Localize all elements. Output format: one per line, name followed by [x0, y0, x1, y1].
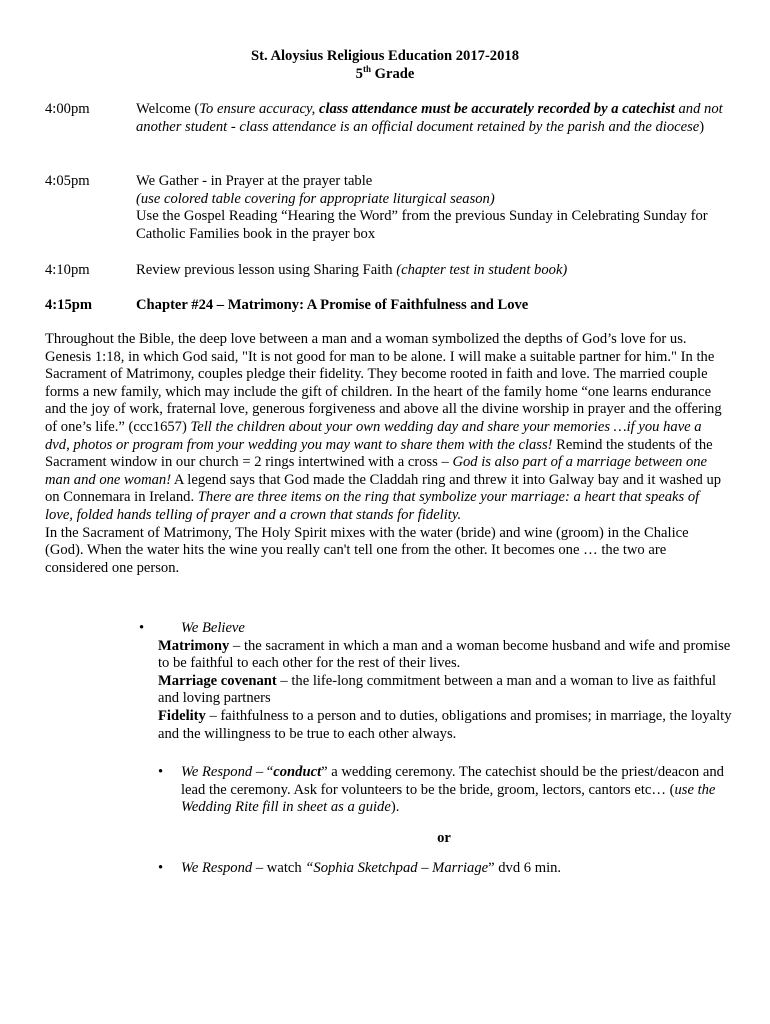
schedule-time: 4:10pm [45, 262, 90, 278]
grade-line [0, 65, 770, 83]
schedule-time: 4:15pm [45, 297, 93, 313]
bullet: • [139, 620, 145, 636]
respond-text: ” a wedding ceremony. The catechist should be the priest/deacon and lead the ceremony. Ask for volunteers to be the bride, groom, lectors, cantors etc… ( [181, 764, 724, 798]
grade-suffix: th [362, 64, 371, 75]
paragraph-italic-note: God is also part of a marriage between one man and one woman! [45, 454, 708, 488]
respond-text: – watch [252, 860, 306, 876]
schedule-time: 4:00pm [45, 101, 90, 117]
term: Fidelity [158, 707, 206, 724]
document-header [0, 47, 770, 83]
respond-text: – “ [252, 764, 274, 780]
term: Matrimony [158, 637, 230, 654]
we-believe-list-item [139, 620, 738, 743]
we-respond-watch-item [158, 860, 741, 878]
or-separator: or [437, 830, 451, 846]
term: Marriage covenant [158, 672, 277, 689]
definition: – the sacrament in which a man and a woman become husband and wife and promise to be faithful to each other for the rest of their lives. [158, 637, 731, 672]
definition: – faithfulness to a person and to duties, obligations and promises; in marriage, the loyalty and the willingness to be true to each other always. [158, 707, 732, 742]
schedule-text [136, 173, 736, 243]
conduct-emphasis: conduct [273, 764, 322, 780]
welcome-close-paren: ) [699, 118, 705, 135]
paragraph-text: In the Sacrament of Matrimony, The Holy Spirit mixes with the water (bride) and wine (groom) in the Chalice (God). When the water hits the wine you really can't tell one from the other. It becomes one … the two are considered one person. [45, 524, 689, 576]
chapter-title: Chapter #24 – Matrimony: A Promise of Faithfulness and Love [136, 297, 529, 313]
we-respond-conduct-item [158, 764, 741, 817]
review-note: (chapter test in student book) [396, 262, 568, 278]
gather-line: We Gather - in Prayer at the prayer table [136, 173, 373, 189]
definition-marriage-covenant [158, 673, 738, 708]
paragraph-text: Throughout the Bible, the deep love between a man and a woman symbolized the depths of God’s love for us. Genesis 1:18, in which God said, "It is not good for man to be alone. I will make a suitable partner for him." In the Sacrament of Matrimony, couples pledge their fidelity. They become rooted in faith and love. The married couple forms a new family, which may include the gift of children. In the heart of the family home “one learns endurance and the joy of work, fraternal love, generous forgiveness and above all the divine worship in prayer and the offering of one’s life.” (ccc1657) [45, 331, 722, 435]
gospel-reading-text: Use the Gospel Reading “Hearing the Word” from the previous Sunday in Celebrating Sunday for Catholic Families book in the prayer box [136, 208, 708, 242]
welcome-italic-note: and not another student - class attendance is an official document retained by the parish and the diocese [136, 101, 723, 135]
grade-word: Grade [370, 66, 415, 82]
paragraph-text: Remind the students of the Sacrament window in our church = 2 rings intertwined with a cross – [45, 436, 713, 471]
definition-matrimony [158, 638, 738, 673]
paragraph-italic-note: Tell the children about your own wedding day and share your memories …if you have a dvd, photos or program from your wedding you may want to share them with the class! [45, 418, 702, 453]
welcome-italic: To ensure accuracy, [199, 101, 319, 117]
paragraph-italic-note: There are three items on the ring that symbolize your marriage: a heart that speaks of love, folded hands telling of prayer and a crown that stands for fidelity. [45, 489, 700, 523]
bullet: • [158, 764, 164, 780]
we-believe-heading: We Believe [181, 620, 245, 636]
schedule-text [136, 101, 736, 136]
respond-text: ). [390, 799, 400, 816]
paragraph-text: A legend says that God made the Claddah ring and threw it into Galway bay and it washed up on Connemara in Ireland. [45, 471, 722, 506]
document-title: St. Aloysius Religious Education 2017-2018 [250, 48, 519, 64]
definition-fidelity [158, 708, 738, 743]
we-respond-label: We Respond [181, 860, 253, 876]
we-respond-label: We Respond [181, 764, 253, 780]
gather-note: (use colored table covering for appropriate liturgical season) [136, 190, 495, 207]
dvd-title: “Sophia Sketchpad – Marriage [305, 860, 489, 876]
definition: – the life-long commitment between a man and a woman to live as faithful and loving partners [158, 672, 717, 707]
lesson-paragraph [45, 331, 725, 577]
schedule-time: 4:05pm [45, 173, 90, 189]
review-text: Review previous lesson using Sharing Faith [136, 262, 397, 278]
grade-number: 5 [355, 66, 363, 82]
welcome-text: Welcome ( [136, 101, 200, 117]
schedule-text [136, 262, 736, 280]
respond-italic-note: use the Wedding Rite fill in sheet as a guide [181, 781, 716, 816]
welcome-bold-italic: class attendance must be accurately recorded by a catechist [318, 101, 675, 117]
respond-text: ” dvd 6 min. [488, 860, 562, 876]
bullet: • [158, 860, 164, 876]
